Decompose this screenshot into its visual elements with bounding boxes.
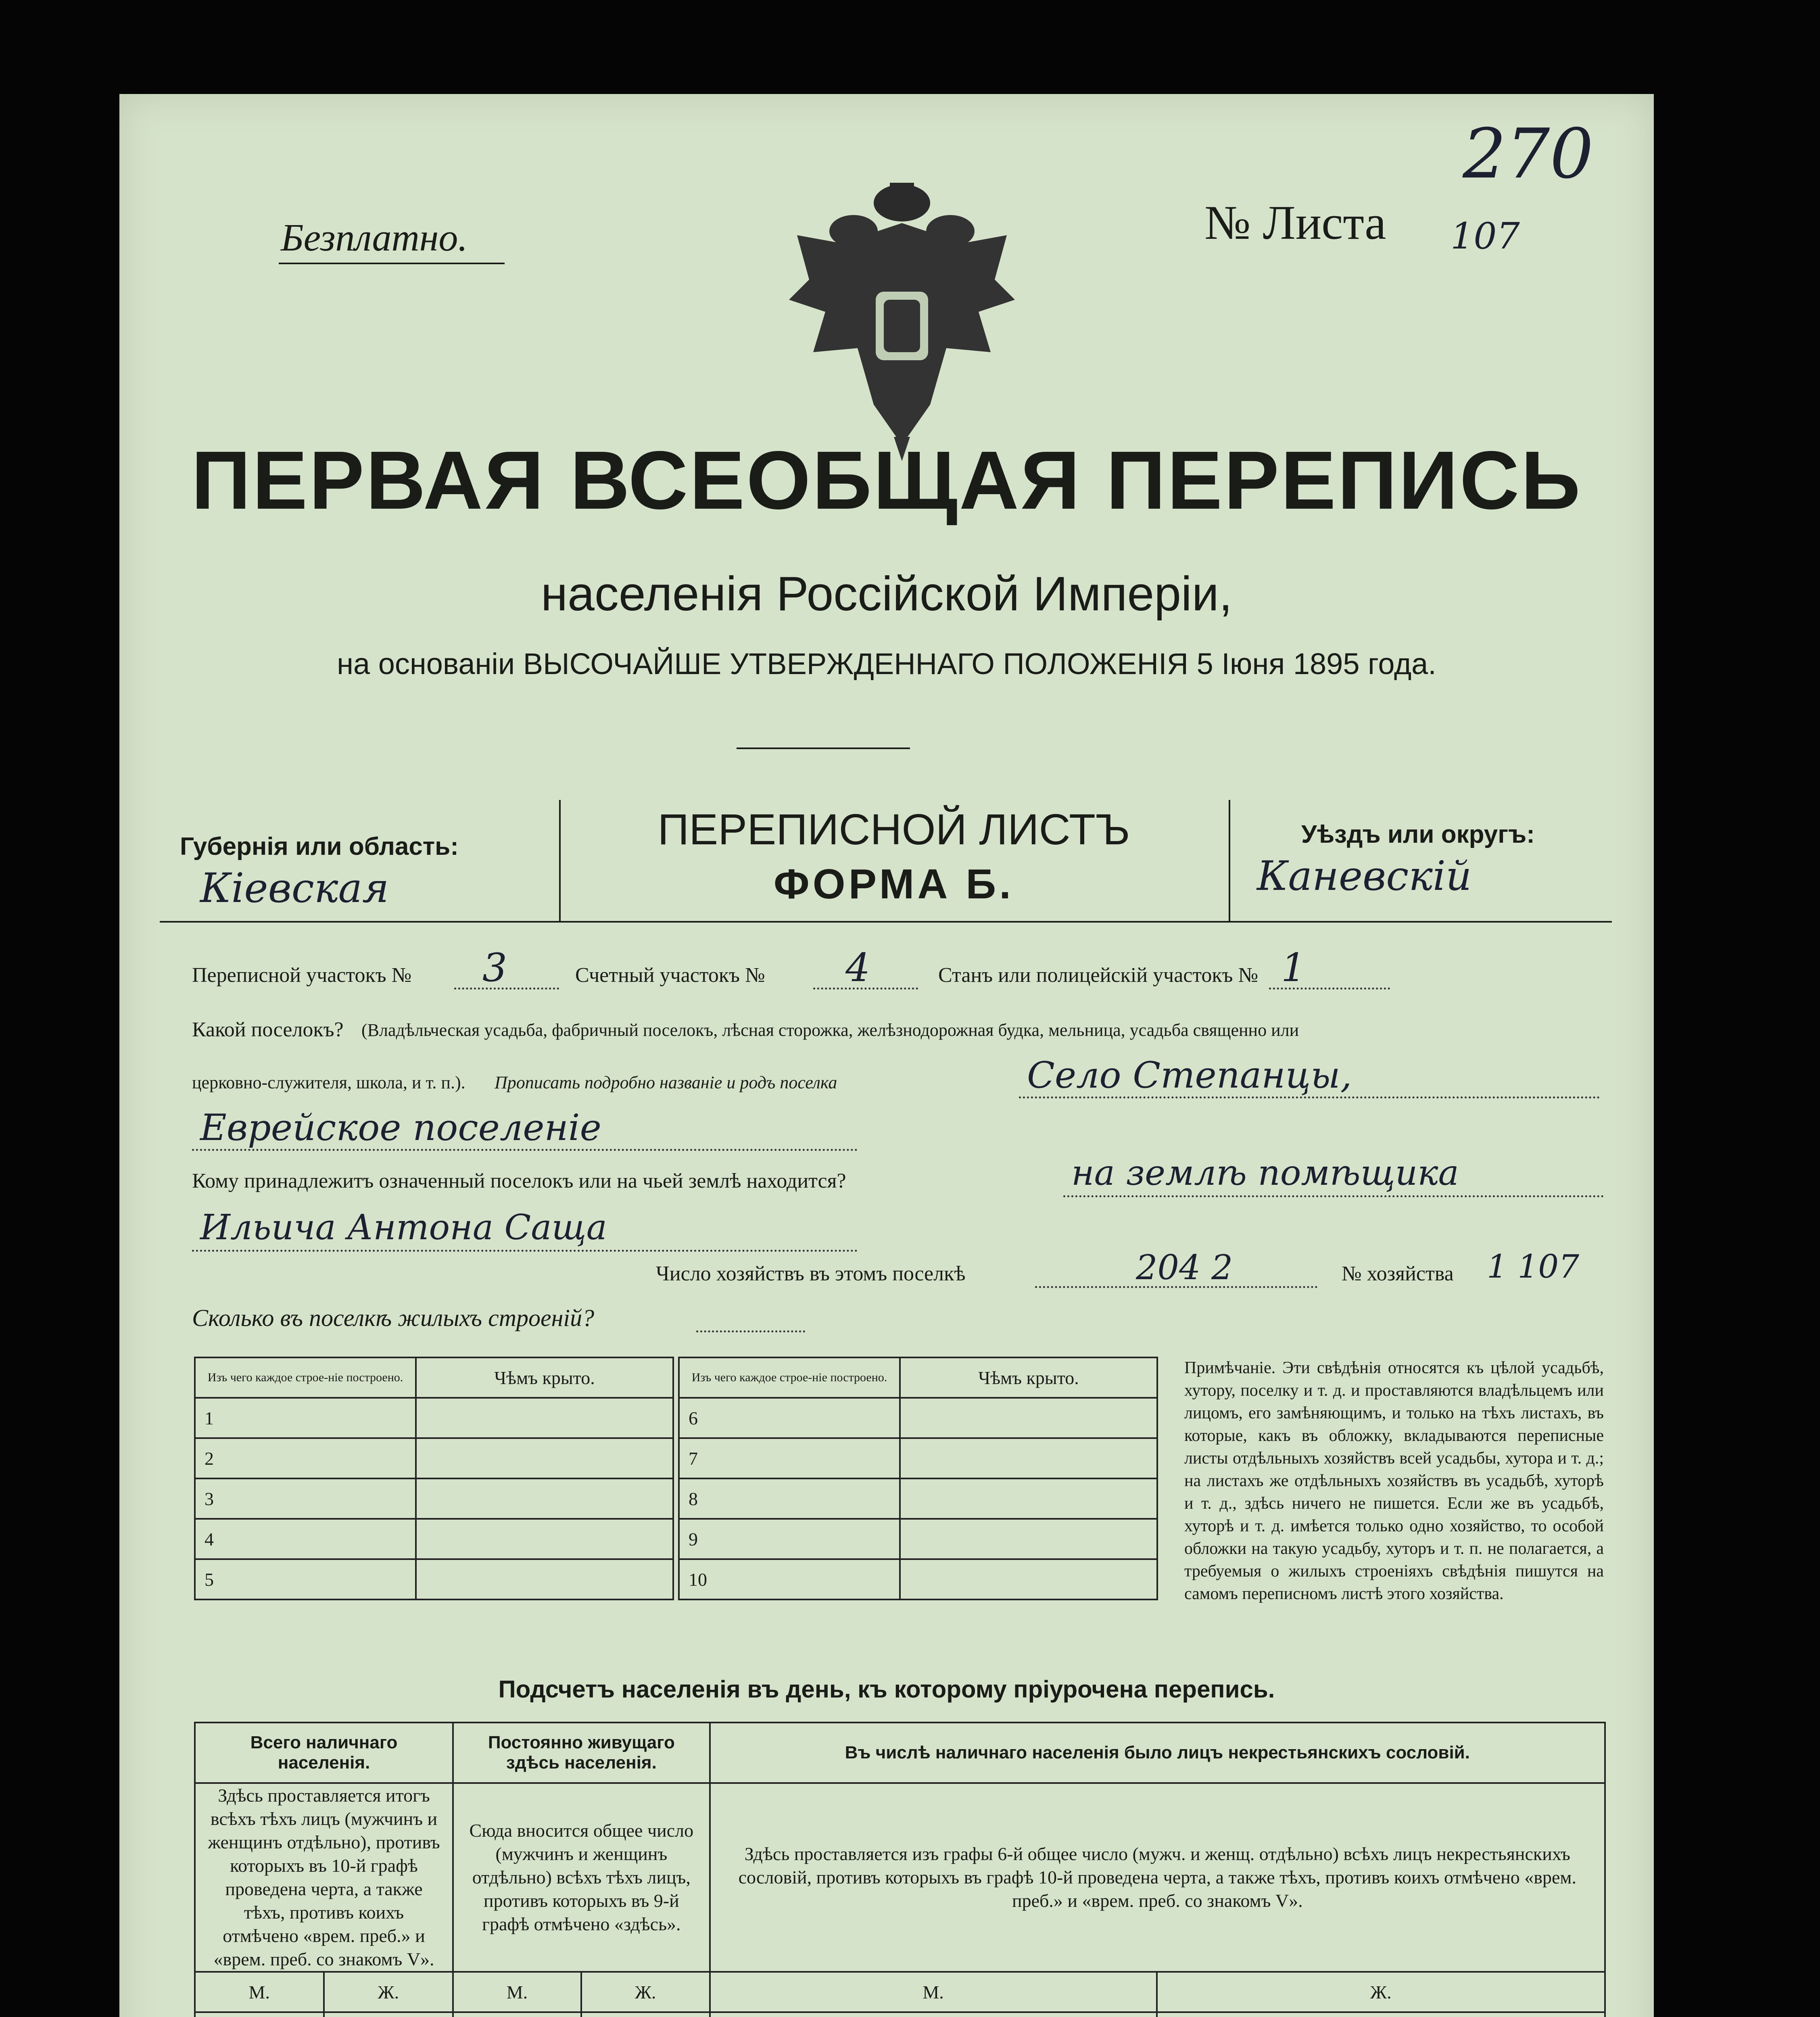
population-count-table: [194, 1722, 1606, 2017]
imperial-eagle-emblem: [773, 179, 1031, 469]
building-row: 4: [195, 1519, 416, 1559]
total-population-header: Всего наличнаго населенія.: [195, 1723, 453, 1783]
household-number-label: № хозяйства: [1342, 1262, 1454, 1285]
female-header: Ж.: [581, 1972, 710, 2012]
households-label: Число хозяйствъ въ этомъ поселкѣ: [656, 1262, 966, 1285]
count-heading: Подсчетъ населенія въ день, къ которому пріурочена перепись.: [498, 1676, 1275, 1703]
form-type: ФОРМА Б.: [774, 861, 1014, 908]
household-number-value: 1 107: [1487, 1248, 1580, 1285]
non-peasant-header: Въ числѣ наличнаго населенія было лицъ некрестьянскихъ сословій.: [710, 1723, 1605, 1783]
owner-value-1: на землѣ помѣщика: [1071, 1153, 1459, 1193]
buildings-label: Сколько въ поселкѣ жилыхъ строеній?: [192, 1305, 595, 1331]
owner-value-2: Ильича Антона Саща: [200, 1207, 607, 1248]
resident-population-text: Сюда вносится общее число (мужчинъ и женщинъ отдѣльно) всѣхъ тѣхъ лицъ, противъ которыхъ въ 9-й графѣ отмѣчено «здѣсь».: [453, 1783, 710, 1972]
households-value: 204 2: [1136, 1248, 1233, 1287]
free-label: Безплатно.: [281, 216, 468, 259]
subtitle: населенія Россійской Имперіи,: [541, 567, 1233, 621]
settlement-hint-1: (Владѣльческая усадьба, фабричный поселокъ, лѣсная сторожка, желѣзнодорожная будка, мельница, усадьба священно или: [361, 1020, 1299, 1040]
census-area-value: 3: [482, 945, 507, 990]
sheet-number-label: № Листа: [1204, 196, 1386, 249]
building-row: 2: [195, 1438, 416, 1478]
building-row: 3: [195, 1478, 416, 1519]
stan-value: 1: [1281, 945, 1306, 990]
resident-population-header: Постоянно живущаго здѣсь населенія.: [453, 1723, 710, 1783]
roof-header: Чѣмъ крыто.: [416, 1357, 673, 1398]
building-row: 5: [195, 1559, 416, 1599]
building-row: 9: [679, 1519, 900, 1559]
census-form-sheet: [119, 94, 1654, 2017]
archive-number: 270: [1463, 114, 1594, 194]
settlement-value-1: Село Степанцы,: [1027, 1054, 1352, 1096]
total-population-text: Здѣсь проставляется итогъ всѣхъ тѣхъ лицъ (мужчинъ и женщинъ отдѣльно), противъ которыхъ въ 10-й графѣ проведена черта, а также тѣхъ, противъ коихъ отмѣчено «врем. преб.» и «врем. преб. со знакомъ V».: [195, 1783, 453, 1972]
non-peasant-text: Здѣсь проставляется изъ графы 6-й общее число (мужч. и женщ. отдѣльно) всѣхъ лицъ некрестьянскихъ сословій, противъ которыхъ въ графѣ 10-й проведена черта, а также тѣхъ, противъ коихъ отмѣчено «врем. преб.» и «врем. преб. со знакомъ V».: [710, 1783, 1605, 1972]
male-header: М.: [453, 1972, 581, 2012]
building-material-header: Изъ чего каждое строе-ніе построено.: [679, 1357, 900, 1398]
legal-basis: на основаніи ВЫСОЧАЙШЕ УТВЕРЖДЕННАГО ПОЛОЖЕНІЯ 5 Іюня 1895 года.: [337, 647, 1436, 681]
settlement-value-2: Еврейское поселеніе: [200, 1107, 601, 1149]
form-name: ПЕРЕПИСНОЙ ЛИСТЪ: [657, 805, 1130, 854]
buildings-table-left: [194, 1357, 674, 1600]
buildings-table-right: [678, 1357, 1158, 1600]
buildings-note: Примѣчаніе. Эти свѣдѣнія относятся къ цѣлой усадьбѣ, хутору, поселку и т. д. и проставляются владѣльцемъ или лицомъ, его замѣняющимъ, и только на тѣхъ листахъ, въ которые, какъ въ обложку, вкладываются переписные листы отдѣльныхъ хозяйствъ всей усадьбы, хутора и т. д.; на листахъ же отдѣльныхъ хозяйствъ въ усадьбѣ, хуторѣ и т. д., здѣсь ничего не пишется. Если же въ усадьбѣ, хуторѣ и т. д. имѣется только одно хозяйство, то особой обложки на такую усадьбу, хуторъ и т. п. не полагается, а требуемыя о жилыхъ строеніяхъ свѣдѣнія пишутся на самомъ переписномъ листѣ этого хозяйства.: [1184, 1359, 1604, 1603]
settlement-label: Какой поселокъ?: [192, 1018, 344, 1041]
settlement-hint-2: церковно-служителя, школа, и т. п.).: [192, 1073, 465, 1092]
building-row: 10: [679, 1559, 900, 1599]
uezd-value: Каневскій: [1257, 852, 1472, 900]
stan-label: Станъ или полицейскій участокъ №: [938, 964, 1259, 987]
settlement-hint-3: Прописать подробно названіе и родъ поселка: [495, 1073, 837, 1092]
uezd-label: Уѣздъ или округъ:: [1301, 821, 1535, 848]
owner-label: Кому принадлежитъ означенный поселокъ или на чьей землѣ находится?: [192, 1169, 846, 1192]
count-area-value: 4: [845, 945, 870, 990]
main-title: ПЕРВАЯ ВСЕОБЩАЯ ПЕРЕПИСЬ: [191, 434, 1582, 526]
sheet-number-value: 107: [1451, 215, 1520, 257]
building-material-header: Изъ чего каждое строе-ніе построено.: [195, 1357, 416, 1398]
female-header: Ж.: [1157, 1972, 1605, 2012]
census-area-label: Переписной участокъ №: [192, 964, 412, 987]
building-row: 7: [679, 1438, 900, 1478]
gubernia-label: Губернія или область:: [180, 833, 459, 860]
building-row: 1: [195, 1398, 416, 1438]
count-area-label: Счетный участокъ №: [575, 964, 765, 987]
gubernia-value: Кіевская: [200, 864, 389, 912]
male-header: М.: [710, 1972, 1157, 2012]
building-row: 6: [679, 1398, 900, 1438]
female-header: Ж.: [324, 1972, 453, 2012]
male-header: М.: [195, 1972, 324, 2012]
roof-header: Чѣмъ крыто.: [900, 1357, 1157, 1398]
building-row: 8: [679, 1478, 900, 1519]
